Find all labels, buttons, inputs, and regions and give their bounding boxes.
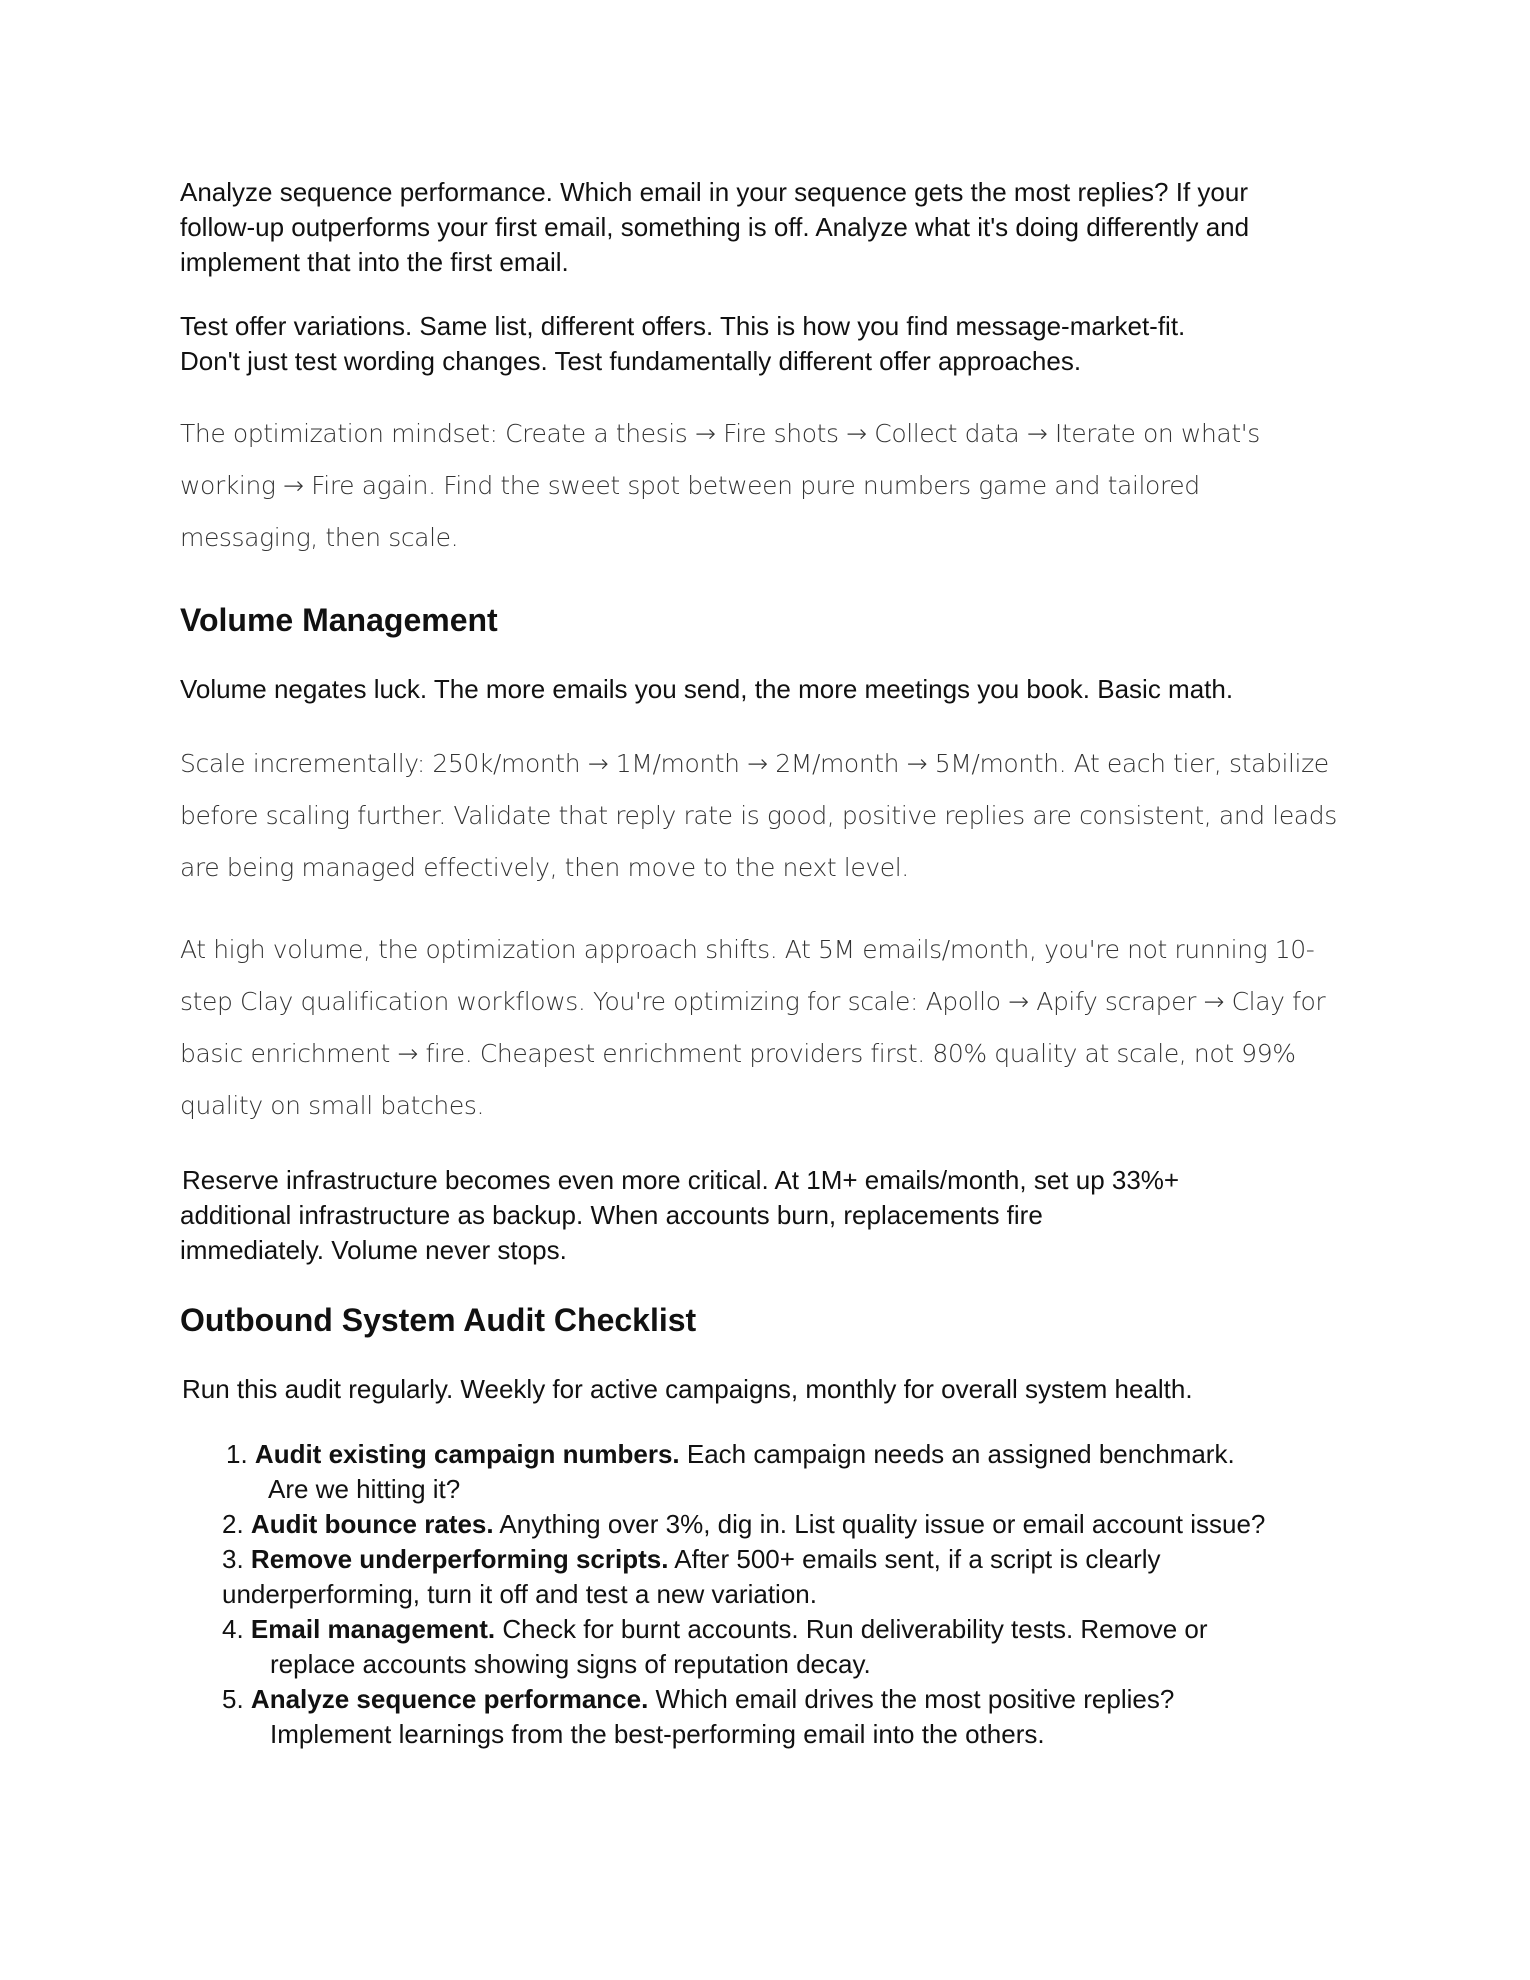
audit-checklist <box>180 1437 1340 1752</box>
text-line: Run this audit regularly. Weekly for active campaigns, monthly for overall system health. <box>182 1374 1193 1404</box>
text-line: Test offer variations. Same list, different offers. This is how you find message-market-fit. <box>180 311 1186 341</box>
text-line: Analyze sequence performance. Which email in your sequence gets the most replies? If your <box>180 177 1248 207</box>
text-line: Volume negates luck. The more emails you send, the more meetings you book. Basic math. <box>180 674 1234 704</box>
list-number: 3. <box>222 1544 244 1574</box>
list-item-text: Anything over 3%, dig in. List quality issue or email account issue? <box>493 1509 1266 1539</box>
list-item-continuation: underperforming, turn it off and test a new variation. <box>222 1579 817 1609</box>
text-line: Reserve infrastructure becomes even more critical. At 1M+ emails/month, set up 33%+ <box>182 1165 1180 1195</box>
text-line: The optimization mindset: Create a thesis → Fire shots → Collect data → Iterate on what's <box>180 419 1260 448</box>
text-line: quality on small batches. <box>180 1091 485 1120</box>
text-line: immediately. Volume never stops. <box>180 1235 567 1265</box>
list-item-text: Check for burnt accounts. Run deliverability tests. Remove or <box>495 1614 1208 1644</box>
paragraph-optimization-mindset <box>180 408 1340 564</box>
text-line: working → Fire again. Find the sweet spot between pure numbers game and tailored <box>180 471 1200 500</box>
section-heading-audit-checklist: Outbound System Audit Checklist <box>180 1302 697 1338</box>
list-item <box>180 1682 1340 1752</box>
list-item-continuation: replace accounts showing signs of reputation decay. <box>270 1649 871 1679</box>
text-line: At high volume, the optimization approach shifts. At 5M emails/month, you're not running 10- <box>180 935 1315 964</box>
text-line: before scaling further. Validate that reply rate is good, positive replies are consistent, and leads <box>180 801 1337 830</box>
list-item-text: Which email drives the most positive replies? <box>648 1684 1175 1714</box>
list-number: 4. <box>222 1614 244 1644</box>
list-number: 5. <box>222 1684 244 1714</box>
text-line: implement that into the first email. <box>180 247 569 277</box>
text-line: basic enrichment → fire. Cheapest enrichment providers first. 80% quality at scale, not 99% <box>180 1039 1296 1068</box>
list-item-continuation: Implement learnings from the best-performing email into the others. <box>270 1719 1045 1749</box>
list-item-text: After 500+ emails sent, if a script is clearly <box>668 1544 1161 1574</box>
list-item-title: Remove underperforming scripts. <box>250 1544 669 1574</box>
paragraph-high-volume <box>180 924 1340 1132</box>
list-item-title: Audit bounce rates. <box>250 1509 494 1539</box>
paragraph-offer-variations <box>180 309 1340 379</box>
list-item-title: Email management. <box>250 1614 496 1644</box>
list-number: 1. <box>226 1439 248 1469</box>
paragraph-sequence-performance <box>180 175 1340 280</box>
list-item-continuation: Are we hitting it? <box>268 1474 461 1504</box>
list-number: 2. <box>222 1509 244 1539</box>
text-line: Scale incrementally: 250k/month → 1M/month → 2M/month → 5M/month. At each tier, stabilize <box>180 749 1329 778</box>
list-item <box>180 1437 1340 1507</box>
list-item-text: Each campaign needs an assigned benchmark. <box>679 1439 1235 1469</box>
paragraph-volume-negates-luck <box>180 672 1340 707</box>
paragraph-run-audit <box>180 1372 1340 1407</box>
section-heading-volume-management: Volume Management <box>180 602 498 638</box>
list-item-title: Audit existing campaign numbers. <box>254 1439 680 1469</box>
paragraph-scale-incrementally <box>180 738 1340 894</box>
text-line: are being managed effectively, then move to the next level. <box>180 853 909 882</box>
list-item <box>180 1542 1340 1612</box>
list-item <box>180 1612 1340 1682</box>
paragraph-reserve-infrastructure <box>180 1163 1340 1268</box>
text-line: step Clay qualification workflows. You're optimizing for scale: Apollo → Apify scraper → Clay for <box>180 987 1326 1016</box>
text-line: additional infrastructure as backup. When accounts burn, replacements fire <box>180 1200 1043 1230</box>
list-item-title: Analyze sequence performance. <box>250 1684 649 1714</box>
list-item <box>180 1507 1340 1542</box>
text-line: messaging, then scale. <box>180 523 459 552</box>
text-line: Don't just test wording changes. Test fundamentally different offer approaches. <box>180 346 1082 376</box>
text-line: follow-up outperforms your first email, something is off. Analyze what it's doing differently and <box>180 212 1250 242</box>
